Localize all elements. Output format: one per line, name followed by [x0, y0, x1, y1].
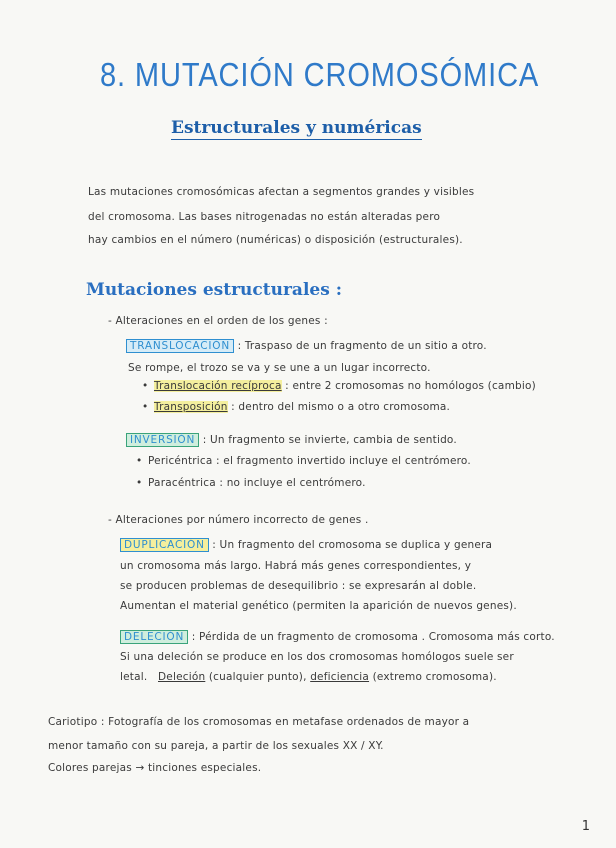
- page-title: 8. MUTACIÓN CROMOSÓMICA: [100, 56, 540, 93]
- deletion-def: : Pérdida de un fragmento de cromosoma . Cromosoma más corto.: [191, 631, 555, 643]
- duplication-label: DUPLICACIÓN: [120, 538, 209, 552]
- page-number: 1: [581, 819, 590, 834]
- duplication-line-4: Aumentan el material genético (permiten la aparición de nuevos genes).: [120, 600, 517, 612]
- translocation-line-2: Se rompe, el trozo se va y se une a un lugar incorrecto.: [128, 362, 431, 374]
- reciprocal-term: Translocación recíproca: [154, 380, 282, 392]
- duplication-def: : Un fragmento del cromosoma se duplica y genera: [212, 539, 493, 551]
- intro-line: del cromosoma. Las bases nitrogenadas no están alteradas pero: [88, 211, 441, 223]
- karyotype-line: Cariotipo : Fotografía de los cromosomas en metafase ordenados de mayor a: [48, 716, 470, 728]
- translocation-def: : Traspaso de un fragmento de un sitio a otro.: [237, 340, 487, 352]
- transposition-text: : dentro del mismo o a otro cromosoma.: [231, 401, 451, 413]
- translocation-bullet: • Translocación recíproca : entre 2 cromosomas no homólogos (cambio): [142, 380, 536, 392]
- intro-line: hay cambios en el número (numéricas) o disposición (estructurales).: [88, 234, 463, 246]
- structural-heading: Mutaciones estructurales :: [86, 280, 342, 300]
- deletion-term: Deleción: [158, 671, 206, 683]
- duplication-line: [120, 538, 492, 552]
- deletion-label: DELECIÓN: [120, 630, 188, 644]
- lethal-text: letal.: [120, 671, 148, 683]
- translocation-label: TRANSLOCACIÓN: [126, 339, 234, 353]
- deletion-line-2: Si una deleción se produce en los dos cromosomas homólogos suele ser: [120, 651, 514, 663]
- reciprocal-text: : entre 2 cromosomas no homólogos (cambio): [285, 380, 536, 392]
- pericentric-text: Pericéntrica : el fragmento invertido incluye el centrómero.: [148, 455, 471, 467]
- paracentric-bullet: • Paracéntrica : no incluye el centrómero.: [136, 477, 366, 489]
- paracentric-text: Paracéntrica : no incluye el centrómero.: [148, 477, 366, 489]
- page-subtitle: Estructurales y numéricas: [171, 118, 422, 138]
- inversion-label: INVERSIÓN: [126, 433, 199, 447]
- inversion-line: [126, 433, 457, 447]
- karyotype-line: Colores parejas → tinciones especiales.: [48, 762, 262, 774]
- duplication-line-2: un cromosoma más largo. Habrá más genes correspondientes, y: [120, 560, 472, 572]
- deletion-term-text: (cualquier punto),: [208, 671, 307, 683]
- deletion-line: [120, 630, 555, 644]
- duplication-line-3: se producen problemas de desequilibrio : se expresarán al doble.: [120, 580, 477, 592]
- deletion-line-3: [120, 671, 497, 683]
- deficiency-text: (extremo cromosoma).: [372, 671, 497, 683]
- inversion-def: : Un fragmento se invierte, cambia de sentido.: [202, 434, 457, 446]
- deficiency-term: deficiencia: [310, 671, 370, 683]
- pericentric-bullet: • Pericéntrica : el fragmento invertido incluye el centrómero.: [136, 455, 471, 467]
- transposition-term: Transposición: [154, 401, 228, 413]
- number-alterations-item: - Alteraciones por número incorrecto de genes .: [108, 514, 369, 526]
- translocation-line: [126, 339, 487, 353]
- karyotype-line: menor tamaño con su pareja, a partir de los sexuales XX / XY.: [48, 740, 384, 752]
- transposition-bullet: • Transposición : dentro del mismo o a otro cromosoma.: [142, 401, 451, 413]
- intro-line: Las mutaciones cromosómicas afectan a segmentos grandes y visibles: [88, 186, 475, 198]
- order-alterations-item: - Alteraciones en el orden de los genes :: [108, 315, 328, 327]
